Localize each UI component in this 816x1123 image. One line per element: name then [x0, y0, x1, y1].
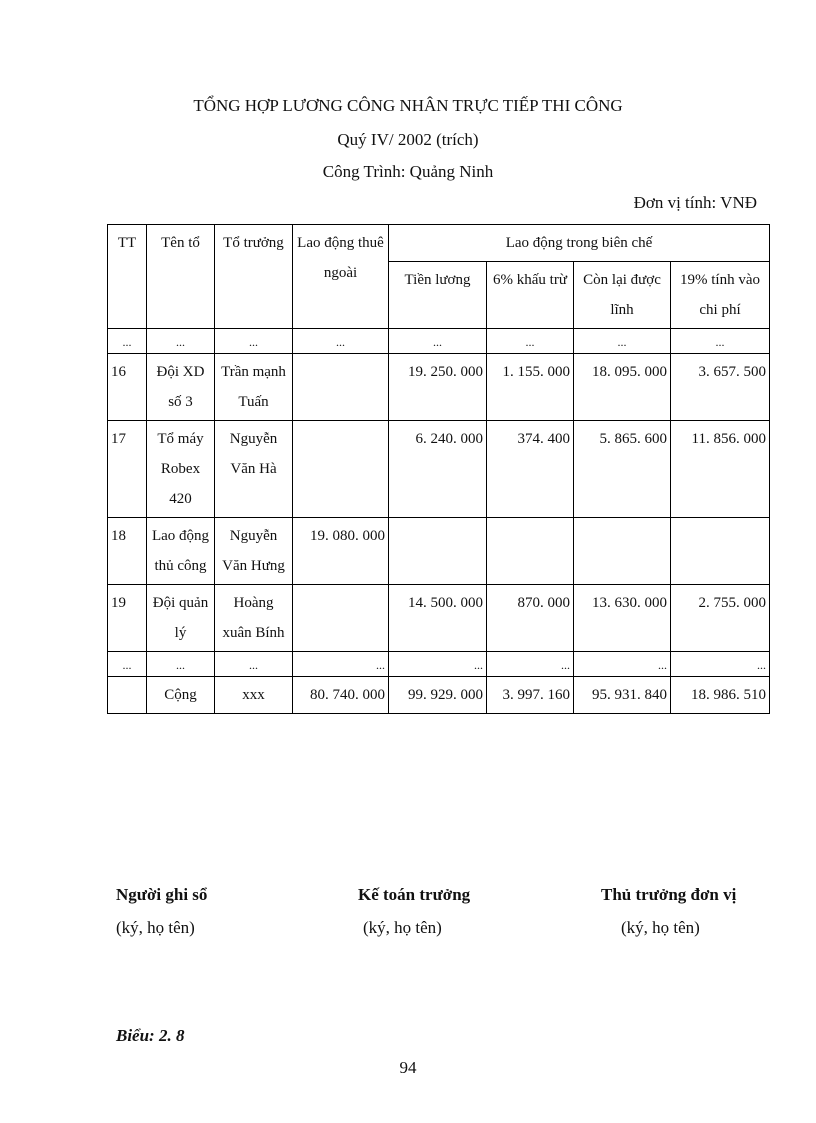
header-thue-ngoai: Lao động thuê ngoài — [293, 225, 389, 329]
header-bien-che: Lao động trong biên chế — [389, 225, 770, 262]
cell-tien-luong: 6. 240. 000 — [389, 421, 487, 518]
total-khau-tru: 3. 997. 160 — [487, 677, 574, 714]
cell-ten-to: Đội quản lý — [147, 585, 215, 652]
currency-unit: Đơn vị tính: VNĐ — [633, 193, 757, 212]
ellipsis-row: ... ... ... ... ... ... ... ... — [108, 652, 770, 677]
header-tien-luong: Tiền lương — [389, 262, 487, 329]
header-tt: TT — [108, 225, 147, 329]
cell-to-truong: Nguyễn Văn Hà — [215, 421, 293, 518]
total-chi-phi: 18. 986. 510 — [671, 677, 770, 714]
cell-tt: 19 — [108, 585, 147, 652]
cell-to-truong: Hoàng xuân Bính — [215, 585, 293, 652]
cell-khau-tru: 374. 400 — [487, 421, 574, 518]
table-row — [108, 354, 770, 421]
cell-chi-phi: 11. 856. 000 — [671, 421, 770, 518]
header-to-truong: Tổ trưởng — [215, 225, 293, 329]
page-number: 94 — [399, 1058, 417, 1077]
cell-khau-tru — [487, 518, 574, 585]
cell-chi-phi — [671, 518, 770, 585]
cell-tt: 16 — [108, 354, 147, 421]
cell-chi-phi: 3. 657. 500 — [671, 354, 770, 421]
total-row — [108, 677, 770, 714]
cell-con-lai — [574, 518, 671, 585]
total-to-truong: xxx — [215, 677, 293, 714]
total-tien-luong: 99. 929. 000 — [389, 677, 487, 714]
cell-thue-ngoai — [293, 585, 389, 652]
cell-khau-tru: 1. 155. 000 — [487, 354, 574, 421]
signature-accountant-title: Kế toán trưởng — [358, 885, 471, 904]
table-row — [108, 518, 770, 585]
cell-tien-luong: 14. 500. 000 — [389, 585, 487, 652]
cell-to-truong: Trần mạnh Tuấn — [215, 354, 293, 421]
cell-thue-ngoai — [293, 421, 389, 518]
table-row — [108, 421, 770, 518]
cell-to-truong: Nguyễn Văn Hưng — [215, 518, 293, 585]
cell-tt: 18 — [108, 518, 147, 585]
project-name: Công Trình: Quảng Ninh — [322, 162, 494, 181]
table-reference: Biểu: 2. 8 — [116, 1026, 185, 1045]
cell-chi-phi: 2. 755. 000 — [671, 585, 770, 652]
total-label: Cộng — [147, 677, 215, 714]
total-con-lai: 95. 931. 840 — [574, 677, 671, 714]
table-row — [108, 585, 770, 652]
signature-accountant-sub: (ký, họ tên) — [363, 918, 442, 937]
signature-recorder-title: Người ghi sổ — [116, 885, 208, 904]
cell-con-lai: 13. 630. 000 — [574, 585, 671, 652]
cell-con-lai: 18. 095. 000 — [574, 354, 671, 421]
wage-summary-table — [107, 224, 770, 714]
cell-thue-ngoai: 19. 080. 000 — [293, 518, 389, 585]
cell-ten-to: Đội XD số 3 — [147, 354, 215, 421]
header-con-lai: Còn lại được lĩnh — [574, 262, 671, 329]
cell-ten-to: Lao động thủ công — [147, 518, 215, 585]
cell-ten-to: Tổ máy Robex 420 — [147, 421, 215, 518]
ellipsis-row: ... ... ... ... ... ... ... ... — [108, 329, 770, 354]
cell-thue-ngoai — [293, 354, 389, 421]
cell-khau-tru: 870. 000 — [487, 585, 574, 652]
total-thue-ngoai: 80. 740. 000 — [293, 677, 389, 714]
cell-tien-luong — [389, 518, 487, 585]
header-khau-tru: 6% khấu trừ — [487, 262, 574, 329]
cell-tt: 17 — [108, 421, 147, 518]
header-chi-phi: 19% tính vào chi phí — [671, 262, 770, 329]
signature-recorder-sub: (ký, họ tên) — [116, 918, 195, 937]
header-ten-to: Tên tổ — [147, 225, 215, 329]
document-title: TỔNG HỢP LƯƠNG CÔNG NHÂN TRỰC TIẾP THI CÔNG — [193, 96, 623, 115]
cell-con-lai: 5. 865. 600 — [574, 421, 671, 518]
cell-tien-luong: 19. 250. 000 — [389, 354, 487, 421]
signature-head-title: Thủ trưởng đơn vị — [601, 885, 737, 904]
signature-head-sub: (ký, họ tên) — [621, 918, 700, 937]
document-subtitle: Quý IV/ 2002 (trích) — [337, 130, 479, 149]
total-tt — [108, 677, 147, 714]
